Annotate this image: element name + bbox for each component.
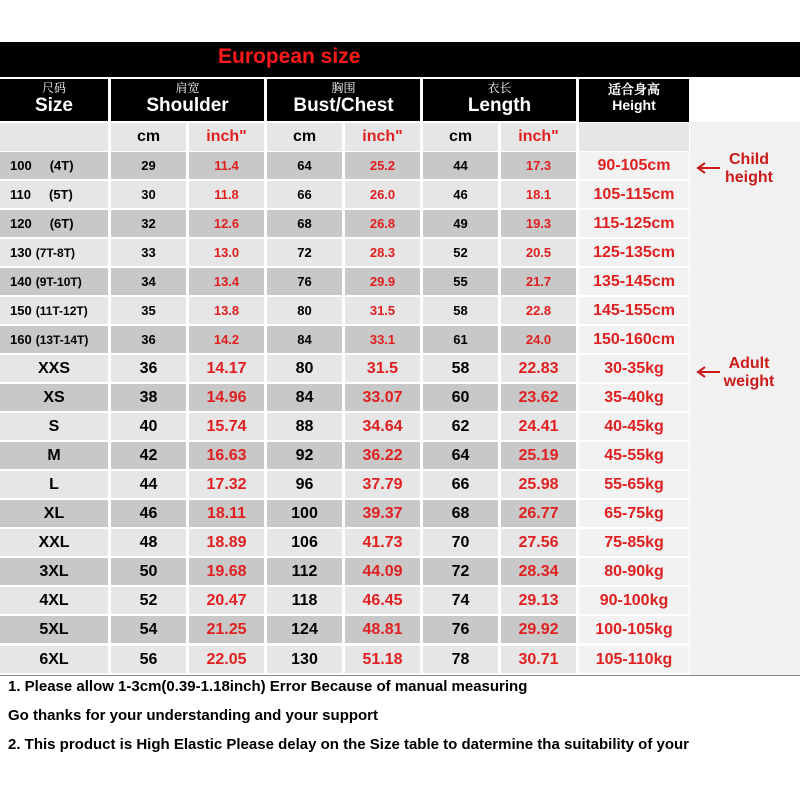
cell-shoulder-cm: 54: [111, 616, 186, 643]
child-label-line1: Child: [729, 151, 769, 168]
cell-shoulder-in: 11.8: [189, 181, 264, 208]
cell-bust-in: 46.45: [345, 587, 420, 614]
cell-size: [0, 181, 108, 208]
cell-bust-cm: 66: [267, 181, 342, 208]
cell-length-cm: 58: [423, 297, 498, 324]
cell-height: 135-145cm: [579, 268, 689, 295]
header-height-zh: 适合身高: [607, 83, 660, 98]
cell-bust-in: 34.64: [345, 413, 420, 440]
cell-size: [0, 239, 108, 266]
header-height-en: Height: [612, 97, 656, 113]
cell-shoulder-in: 14.96: [189, 384, 264, 411]
unit-blank: [0, 123, 108, 151]
header-shoulder: [111, 79, 264, 121]
cell-shoulder-cm: 50: [111, 558, 186, 585]
cell-bust-in: 28.3: [345, 239, 420, 266]
cell-bust-cm: 76: [267, 268, 342, 295]
unit-length-inch: inch": [501, 123, 576, 151]
cell-shoulder-cm: 36: [111, 326, 186, 353]
cell-length-cm: 58: [423, 355, 498, 382]
cell-size: [0, 210, 108, 237]
cell-height: 45-55kg: [579, 442, 689, 469]
cell-size: [0, 297, 108, 324]
cell-shoulder-in: 13.0: [189, 239, 264, 266]
annotation-panel: [690, 122, 800, 676]
cell-size: M: [0, 442, 108, 469]
cell-bust-cm: 96: [267, 471, 342, 498]
cell-length-cm: 44: [423, 152, 498, 179]
cell-shoulder-in: 17.32: [189, 471, 264, 498]
child-age-label: (5T): [48, 187, 73, 202]
cell-shoulder-in: 19.68: [189, 558, 264, 585]
cell-shoulder-in: 14.2: [189, 326, 264, 353]
adult-size-row: [0, 646, 690, 673]
cell-height: 75-85kg: [579, 529, 689, 556]
cell-shoulder-in: 18.89: [189, 529, 264, 556]
adult-label-line2: weight: [723, 373, 775, 390]
cell-length-cm: 66: [423, 471, 498, 498]
child-size-number: 150: [10, 303, 32, 318]
cell-bust-in: 33.1: [345, 326, 420, 353]
cell-length-cm: 62: [423, 413, 498, 440]
cell-length-cm: 60: [423, 384, 498, 411]
cell-length-cm: 72: [423, 558, 498, 585]
cell-length-in: 29.13: [501, 587, 576, 614]
title-bar: [0, 42, 800, 77]
cell-shoulder-in: 13.4: [189, 268, 264, 295]
unit-height-blank: [579, 123, 689, 151]
cell-length-in: 19.3: [501, 210, 576, 237]
cell-height: 90-105cm: [579, 152, 689, 179]
cell-height: 30-35kg: [579, 355, 689, 382]
cell-shoulder-cm: 42: [111, 442, 186, 469]
cell-bust-cm: 130: [267, 646, 342, 673]
cell-height: 65-75kg: [579, 500, 689, 527]
cell-bust-in: 48.81: [345, 616, 420, 643]
child-height-label: [718, 151, 780, 187]
unit-bust-inch: inch": [345, 123, 420, 151]
child-size-row: [0, 297, 690, 324]
header-shoulder-zh: 肩宽: [175, 81, 200, 95]
cell-shoulder-cm: 48: [111, 529, 186, 556]
cell-size: XXL: [0, 529, 108, 556]
cell-shoulder-cm: 35: [111, 297, 186, 324]
cell-height: 125-135cm: [579, 239, 689, 266]
cell-length-in: 29.92: [501, 616, 576, 643]
cell-shoulder-cm: 29: [111, 152, 186, 179]
cell-height: 100-105kg: [579, 616, 689, 643]
cell-length-in: 22.8: [501, 297, 576, 324]
cell-length-cm: 49: [423, 210, 498, 237]
cell-bust-in: 31.5: [345, 355, 420, 382]
cell-size: [0, 152, 108, 179]
cell-size: XS: [0, 384, 108, 411]
adult-size-row: [0, 471, 690, 498]
cell-bust-in: 36.22: [345, 442, 420, 469]
cell-shoulder-cm: 30: [111, 181, 186, 208]
cell-shoulder-cm: 32: [111, 210, 186, 237]
cell-bust-cm: 112: [267, 558, 342, 585]
cell-size: S: [0, 413, 108, 440]
child-label-line2: height: [725, 169, 773, 186]
child-size-row: [0, 326, 690, 353]
cell-size: 5XL: [0, 616, 108, 643]
cell-length-in: 25.19: [501, 442, 576, 469]
cell-size: XXS: [0, 355, 108, 382]
cell-height: 90-100kg: [579, 587, 689, 614]
cell-bust-cm: 88: [267, 413, 342, 440]
cell-shoulder-cm: 34: [111, 268, 186, 295]
cell-height: 80-90kg: [579, 558, 689, 585]
cell-shoulder-cm: 38: [111, 384, 186, 411]
cell-length-in: 17.3: [501, 152, 576, 179]
table-title: European size: [218, 45, 361, 68]
cell-shoulder-cm: 52: [111, 587, 186, 614]
child-size-row: [0, 210, 690, 237]
cell-length-in: 22.83: [501, 355, 576, 382]
cell-length-in: 24.41: [501, 413, 576, 440]
child-size-row: [0, 152, 690, 179]
adult-size-row: [0, 500, 690, 527]
cell-bust-in: 51.18: [345, 646, 420, 673]
cell-height: 150-160cm: [579, 326, 689, 353]
cell-length-in: 23.62: [501, 384, 576, 411]
cell-shoulder-in: 16.63: [189, 442, 264, 469]
header-bust: [267, 79, 420, 121]
child-age-label: (7T-8T): [35, 246, 76, 260]
adult-size-row: [0, 616, 690, 643]
child-age-label: (11T-12T): [35, 304, 88, 318]
note-1: 1. Please allow 1-3cm(0.39-1.18inch) Error Because of manual measuring: [8, 678, 528, 695]
cell-shoulder-in: 13.8: [189, 297, 264, 324]
header-length: [423, 79, 576, 121]
cell-bust-cm: 64: [267, 152, 342, 179]
note-2: Go thanks for your understanding and your support: [8, 707, 379, 724]
notes-section: [0, 675, 800, 801]
header-bust-en: Bust/Chest: [293, 95, 394, 116]
header-length-zh: 衣长: [487, 81, 512, 95]
adult-size-row: [0, 384, 690, 411]
cell-length-cm: 74: [423, 587, 498, 614]
cell-length-in: 25.98: [501, 471, 576, 498]
cell-bust-cm: 68: [267, 210, 342, 237]
cell-height: 145-155cm: [579, 297, 689, 324]
adult-weight-label: [718, 355, 780, 391]
cell-bust-in: 39.37: [345, 500, 420, 527]
cell-length-cm: 46: [423, 181, 498, 208]
cell-shoulder-cm: 40: [111, 413, 186, 440]
cell-bust-cm: 118: [267, 587, 342, 614]
cell-size: L: [0, 471, 108, 498]
header-size-zh: 尺码: [41, 81, 66, 95]
cell-size: [0, 326, 108, 353]
cell-bust-in: 31.5: [345, 297, 420, 324]
note-3: 2. This product is High Elastic Please delay on the Size table to datermine tha suitability of your: [8, 736, 689, 753]
cell-shoulder-in: 15.74: [189, 413, 264, 440]
cell-bust-cm: 72: [267, 239, 342, 266]
cell-height: 105-110kg: [579, 646, 689, 673]
header-bust-zh: 胸围: [331, 81, 356, 95]
cell-size: XL: [0, 500, 108, 527]
cell-bust-cm: 92: [267, 442, 342, 469]
child-size-number: 140: [10, 274, 32, 289]
cell-length-in: 18.1: [501, 181, 576, 208]
cell-length-cm: 52: [423, 239, 498, 266]
cell-shoulder-in: 14.17: [189, 355, 264, 382]
cell-length-cm: 70: [423, 529, 498, 556]
cell-size: 4XL: [0, 587, 108, 614]
child-size-row: [0, 268, 690, 295]
cell-shoulder-cm: 36: [111, 355, 186, 382]
child-size-number: 160: [10, 332, 32, 347]
cell-bust-in: 44.09: [345, 558, 420, 585]
cell-height: 115-125cm: [579, 210, 689, 237]
adult-size-row: [0, 558, 690, 585]
adult-size-row: [0, 442, 690, 469]
cell-bust-cm: 124: [267, 616, 342, 643]
adult-size-row: [0, 587, 690, 614]
child-age-label: (9T-10T): [35, 275, 82, 289]
cell-length-cm: 64: [423, 442, 498, 469]
cell-length-in: 27.56: [501, 529, 576, 556]
child-size-number: 130: [10, 245, 32, 260]
cell-length-in: 26.77: [501, 500, 576, 527]
child-size-number: 100: [10, 158, 32, 173]
header-length-en: Length: [467, 95, 532, 116]
cell-bust-in: 29.9: [345, 268, 420, 295]
cell-shoulder-in: 11.4: [189, 152, 264, 179]
cell-shoulder-in: 18.11: [189, 500, 264, 527]
unit-length-cm: cm: [423, 123, 498, 151]
cell-shoulder-cm: 56: [111, 646, 186, 673]
cell-bust-in: 41.73: [345, 529, 420, 556]
adult-label-line1: Adult: [728, 355, 770, 372]
cell-length-in: 21.7: [501, 268, 576, 295]
cell-size: 3XL: [0, 558, 108, 585]
cell-height: 40-45kg: [579, 413, 689, 440]
header-size-en: Size: [34, 95, 74, 116]
cell-bust-cm: 80: [267, 297, 342, 324]
cell-length-in: 24.0: [501, 326, 576, 353]
cell-length-cm: 78: [423, 646, 498, 673]
cell-shoulder-in: 22.05: [189, 646, 264, 673]
cell-size: 6XL: [0, 646, 108, 673]
cell-bust-in: 25.2: [345, 152, 420, 179]
cell-shoulder-in: 21.25: [189, 616, 264, 643]
cell-shoulder-in: 12.6: [189, 210, 264, 237]
cell-length-cm: 76: [423, 616, 498, 643]
cell-bust-in: 37.79: [345, 471, 420, 498]
cell-height: 55-65kg: [579, 471, 689, 498]
child-size-number: 120: [10, 216, 32, 231]
cell-bust-in: 26.8: [345, 210, 420, 237]
child-size-number: 110: [10, 187, 31, 202]
cell-length-cm: 61: [423, 326, 498, 353]
cell-shoulder-in: 20.47: [189, 587, 264, 614]
header-height: [579, 79, 689, 122]
cell-bust-cm: 80: [267, 355, 342, 382]
unit-shoulder-inch: inch": [189, 123, 264, 151]
adult-size-row: [0, 355, 690, 382]
cell-height: 105-115cm: [579, 181, 689, 208]
header-size: [0, 79, 108, 121]
child-age-label: (6T): [49, 216, 74, 231]
cell-bust-in: 33.07: [345, 384, 420, 411]
unit-bust-cm: cm: [267, 123, 342, 151]
header-shoulder-en: Shoulder: [146, 95, 229, 116]
adult-size-row: [0, 529, 690, 556]
cell-length-in: 20.5: [501, 239, 576, 266]
cell-bust-cm: 106: [267, 529, 342, 556]
cell-length-in: 30.71: [501, 646, 576, 673]
cell-shoulder-cm: 46: [111, 500, 186, 527]
child-size-row: [0, 239, 690, 266]
cell-bust-cm: 84: [267, 326, 342, 353]
cell-bust-cm: 100: [267, 500, 342, 527]
cell-size: [0, 268, 108, 295]
adult-size-row: [0, 413, 690, 440]
unit-shoulder-cm: cm: [111, 123, 186, 151]
child-size-row: [0, 181, 690, 208]
child-age-label: (4T): [49, 158, 74, 173]
cell-length-in: 28.34: [501, 558, 576, 585]
cell-height: 35-40kg: [579, 384, 689, 411]
cell-shoulder-cm: 44: [111, 471, 186, 498]
child-age-label: (13T-14T): [35, 333, 89, 347]
cell-length-cm: 68: [423, 500, 498, 527]
cell-shoulder-cm: 33: [111, 239, 186, 266]
cell-length-cm: 55: [423, 268, 498, 295]
cell-bust-in: 26.0: [345, 181, 420, 208]
cell-bust-cm: 84: [267, 384, 342, 411]
